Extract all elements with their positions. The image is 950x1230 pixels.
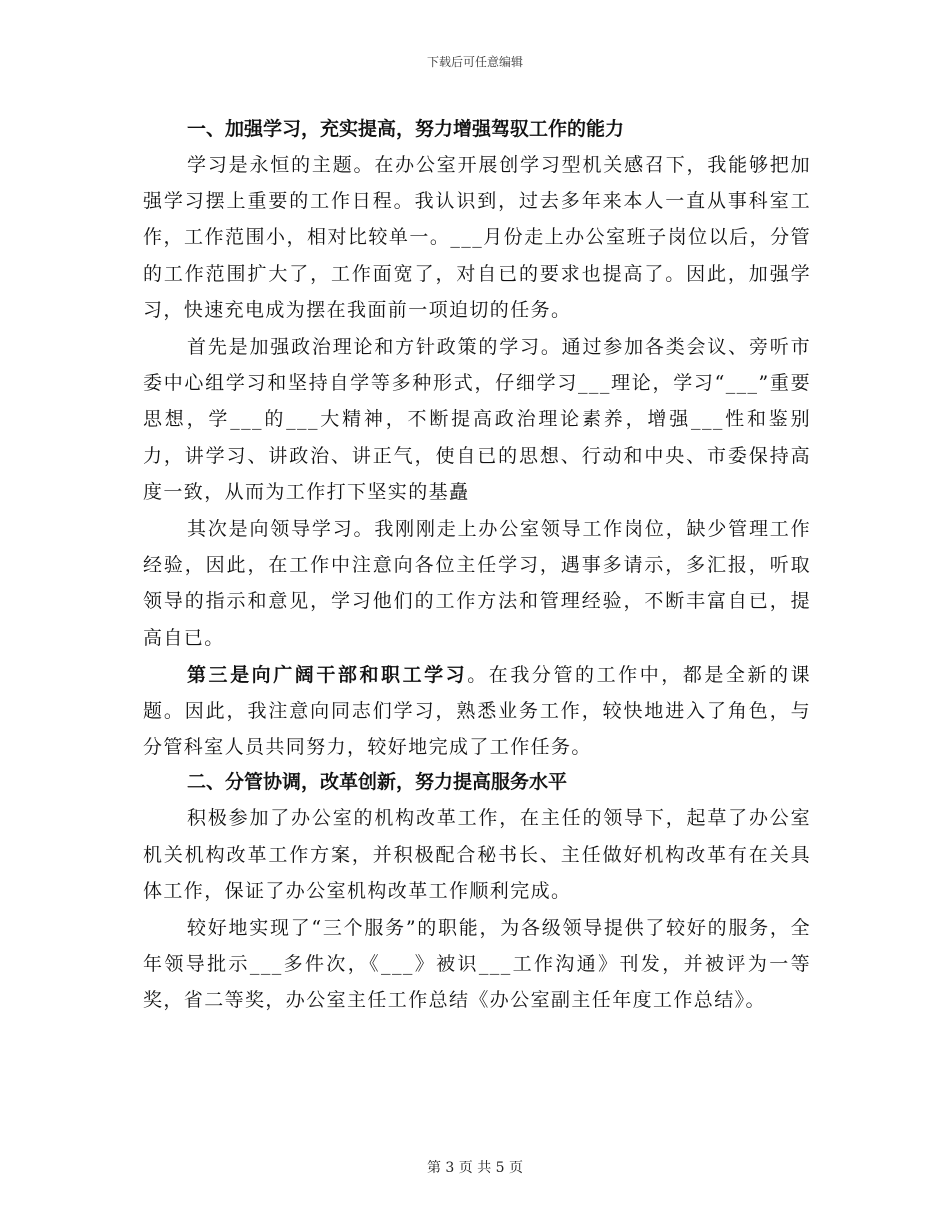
section-2-heading: 二、分管协调，改革创新，努力提高服务水平 (187, 771, 568, 794)
paragraph-1: 学习是永恒的主题。在办公室开展创学习型机关感召下，我能够把加强学习摆上重要的工作日程。我认识到，过去多年来本人一直从事科室工作，工作范围小，相对比较单一。___月份走上办公室班子岗位以后，分管的工作范围扩大了，工作面宽了，对自已的要求也提高了。因此，加强学习，快速充电成为摆在我面前一项迫切的任务。 (143, 154, 811, 321)
paragraph-6: 较好地实现了“三个服务”的职能，为各级领导提供了较好的服务，全年领导批示___多件次，《___》被识___工作沟通》刊发，并被评为一等奖，省二等奖，办公室主任工作总结《办公室副主任年度工作总结》。 (143, 917, 811, 1012)
section-1-heading: 一、加强学习，充实提高，努力增强驾驭工作的能力 (187, 118, 625, 140)
paragraph-5: 积极参加了办公室的机构改革工作，在主任的领导下，起草了办公室机关机构改革工作方案，并积极配合秘书长、主任做好机构改革有在关具体工作，保证了办公室机构改革工作顺利完成。 (143, 807, 811, 902)
paragraph-4 (143, 657, 811, 766)
paragraph-4-rest: 。在我分管的工作中，都是全新的课题。因此，我注意向同志们学习，熟悉业务工作，较快地进入了角色，与分管科室人员共同努力，较好地完成了工作任务。 (143, 663, 812, 759)
page-footer: 第 3 页 共 5 页 (426, 1160, 524, 1176)
page-header: 下载后可任意编辑 (426, 55, 523, 69)
paragraph-4-lead: 第三是向广阔干部和职工学习 (187, 663, 468, 686)
paragraph-2: 首先是加强政治理论和方针政策的学习。通过参加各类会议、旁听市委中心组学习和坚持自学等多种形式，仔细学习___理论，学习“___”重要思想，学___的___大精神，不断提高政治理论素养，增强___性和鉴别力，讲学习、讲政治、讲正气，使自已的思想、行动和中央、市委保持高度一致，从而为工作打下坚实的基矗 (143, 336, 811, 503)
paragraph-3: 其次是向领导学习。我刚刚走上办公室领导工作岗位，缺少管理工作经验，因此，在工作中注意向各位主任学习，遇事多请示，多汇报，听取领导的指示和意见，学习他们的工作方法和管理经验，不断丰富自已，提高自已。 (143, 518, 811, 649)
document-body (143, 112, 811, 1019)
